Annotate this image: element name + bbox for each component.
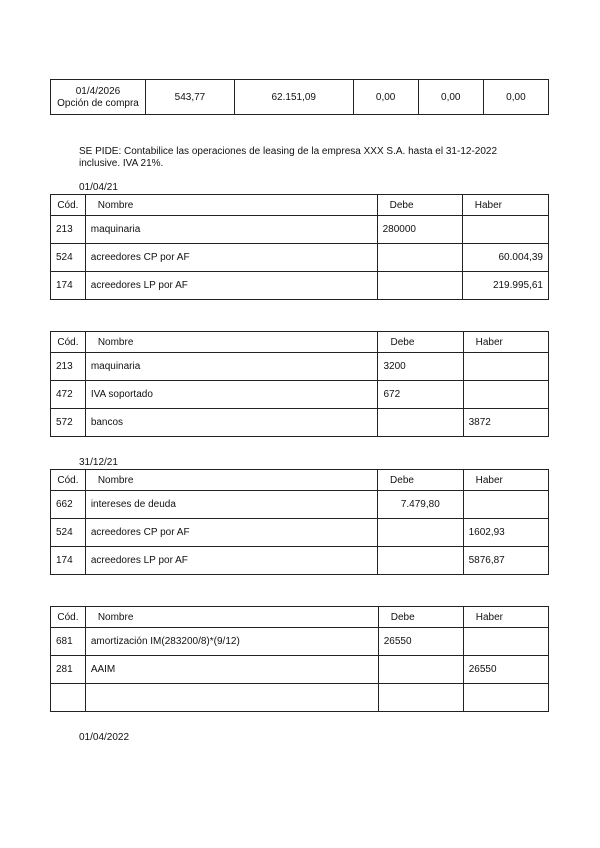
header-nombre: Nombre bbox=[85, 470, 377, 491]
account-code: 213 bbox=[51, 216, 86, 244]
account-code: 281 bbox=[51, 656, 86, 684]
table-header-row bbox=[51, 607, 549, 628]
payment-schedule-row bbox=[50, 79, 549, 115]
entry-date: 31/12/21 bbox=[79, 457, 118, 468]
debit-amount bbox=[377, 272, 462, 300]
header-cod: Cód. bbox=[51, 470, 86, 491]
entry-date: 01/04/21 bbox=[79, 182, 118, 193]
table-row bbox=[51, 628, 549, 656]
account-code: 174 bbox=[51, 547, 86, 575]
header-debe: Debe bbox=[378, 607, 463, 628]
debit-amount bbox=[378, 409, 463, 437]
credit-amount: 60.004,39 bbox=[462, 244, 548, 272]
header-nombre: Nombre bbox=[85, 195, 377, 216]
schedule-value: 0,00 bbox=[353, 80, 418, 115]
table-row bbox=[51, 353, 549, 381]
journal-entry bbox=[50, 331, 549, 437]
account-code bbox=[51, 684, 86, 712]
schedule-value: 0,00 bbox=[483, 80, 548, 115]
schedule-value: 543,77 bbox=[146, 80, 235, 115]
table-row bbox=[51, 272, 549, 300]
account-code: 524 bbox=[51, 519, 86, 547]
header-debe: Debe bbox=[378, 332, 463, 353]
credit-amount: 1602,93 bbox=[463, 519, 548, 547]
debit-amount: 3200 bbox=[378, 353, 463, 381]
table-row bbox=[51, 684, 549, 712]
header-haber: Haber bbox=[463, 332, 548, 353]
credit-amount bbox=[462, 216, 548, 244]
credit-amount: 3872 bbox=[463, 409, 548, 437]
debit-amount: 280000 bbox=[377, 216, 462, 244]
table-row bbox=[51, 80, 549, 115]
schedule-label: Opción de compra bbox=[57, 98, 139, 109]
credit-amount: 5876,87 bbox=[463, 547, 548, 575]
account-name: amortización IM(283200/8)*(9/12) bbox=[85, 628, 378, 656]
journal-entry bbox=[50, 469, 549, 575]
final-entry-date: 01/04/2022 bbox=[79, 732, 130, 743]
table-row bbox=[51, 409, 549, 437]
debit-amount bbox=[378, 519, 464, 547]
credit-amount bbox=[463, 628, 548, 656]
debit-amount: 7.479,80 bbox=[378, 491, 464, 519]
header-cod: Cód. bbox=[51, 607, 86, 628]
header-nombre: Nombre bbox=[85, 607, 378, 628]
debit-amount bbox=[377, 244, 462, 272]
account-name bbox=[85, 684, 378, 712]
debit-amount bbox=[378, 547, 464, 575]
table-header-row bbox=[51, 332, 549, 353]
debit-amount: 26550 bbox=[378, 628, 463, 656]
credit-amount: 219.995,61 bbox=[462, 272, 548, 300]
account-name: acreedores CP por AF bbox=[85, 519, 377, 547]
account-code: 572 bbox=[51, 409, 86, 437]
account-code: 472 bbox=[51, 381, 86, 409]
credit-amount: 26550 bbox=[463, 656, 548, 684]
account-name: maquinaria bbox=[85, 353, 378, 381]
table-row bbox=[51, 491, 549, 519]
account-name: intereses de deuda bbox=[85, 491, 377, 519]
header-cod: Cód. bbox=[51, 195, 86, 216]
table-header-row bbox=[51, 470, 549, 491]
header-nombre: Nombre bbox=[85, 332, 378, 353]
table-row bbox=[51, 519, 549, 547]
debit-amount bbox=[378, 684, 463, 712]
schedule-date-cell bbox=[51, 80, 146, 115]
schedule-date: 01/4/2026 bbox=[75, 86, 121, 97]
table-row bbox=[51, 547, 549, 575]
account-code: 524 bbox=[51, 244, 86, 272]
header-haber: Haber bbox=[463, 607, 548, 628]
table-row bbox=[51, 216, 549, 244]
table-header-row bbox=[51, 195, 549, 216]
debit-amount bbox=[378, 656, 463, 684]
credit-amount bbox=[463, 353, 548, 381]
journal-entry bbox=[50, 194, 549, 300]
schedule-value: 0,00 bbox=[418, 80, 483, 115]
header-haber: Haber bbox=[463, 470, 548, 491]
header-debe: Debe bbox=[377, 195, 462, 216]
account-code: 174 bbox=[51, 272, 86, 300]
credit-amount bbox=[463, 381, 548, 409]
table-row bbox=[51, 244, 549, 272]
table-row bbox=[51, 381, 549, 409]
account-name: acreedores LP por AF bbox=[85, 547, 377, 575]
account-name: AAIM bbox=[85, 656, 378, 684]
credit-amount bbox=[463, 491, 548, 519]
journal-entry bbox=[50, 606, 549, 712]
account-code: 662 bbox=[51, 491, 86, 519]
header-haber: Haber bbox=[462, 195, 548, 216]
account-name: acreedores LP por AF bbox=[85, 272, 377, 300]
account-name: bancos bbox=[85, 409, 378, 437]
header-debe: Debe bbox=[378, 470, 464, 491]
account-code: 681 bbox=[51, 628, 86, 656]
table-row bbox=[51, 656, 549, 684]
account-name: IVA soportado bbox=[85, 381, 378, 409]
schedule-value: 62.151,09 bbox=[234, 80, 353, 115]
account-name: acreedores CP por AF bbox=[85, 244, 377, 272]
account-name: maquinaria bbox=[85, 216, 377, 244]
credit-amount bbox=[463, 684, 548, 712]
exercise-statement: SE PIDE: Contabilice las operaciones de leasing de la empresa XXX S.A. hasta el 31-12-2022 inclusive. IVA 21%. bbox=[79, 146, 498, 169]
account-code: 213 bbox=[51, 353, 86, 381]
debit-amount: 672 bbox=[378, 381, 463, 409]
header-cod: Cód. bbox=[51, 332, 86, 353]
